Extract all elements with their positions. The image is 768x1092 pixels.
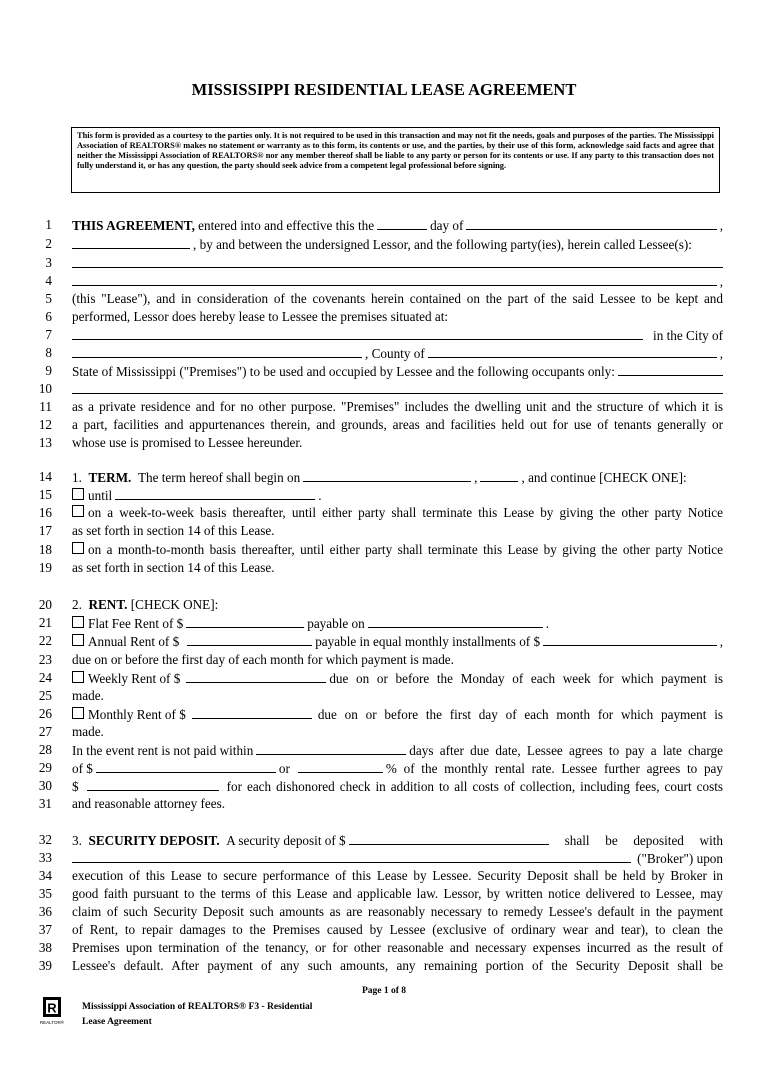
monthly-installment-field[interactable] [543, 633, 717, 646]
week-to-week-checkbox[interactable] [72, 505, 84, 517]
form-line-9: 9 State of Mississippi ("Premises") to be used and occupied by Lessee and the following occupants only: [0, 363, 768, 383]
form-line-26: 26 Monthly Rent of $ due on or before the first day of each month for which payment is [38, 706, 723, 722]
security-deposit-amount-field[interactable] [349, 832, 549, 845]
dishonored-check-fee-field[interactable] [87, 778, 219, 791]
form-line-15: 15 until . [38, 487, 322, 503]
form-line-36: 36 claim of such Security Deposit such amounts as are reasonably necessary to remedy Lessee's default in the payment [38, 904, 723, 919]
form-line-19: 19 as set forth in section 14 of this Lease. [38, 560, 275, 575]
term-heading: TERM. [88, 470, 132, 485]
form-line-13: 13 whose use is promised to Lessee hereunder. [38, 435, 303, 450]
security-deposit-heading: SECURITY DEPOSIT. [88, 833, 220, 848]
form-line-6: 6 performed, Lessor does hereby lease to Lessee the premises situated at: [45, 309, 449, 324]
form-line-27: 27 made. [38, 724, 104, 739]
monthly-rent-checkbox[interactable] [72, 707, 84, 719]
form-line-4: 4 , [45, 273, 723, 289]
lessee-name-field-2[interactable] [72, 273, 717, 286]
form-line-2: 2 , by and between the undersigned Lessor, and the following party(ies), herein called Lessee(s): [45, 236, 692, 252]
line-number: 1 [45, 217, 52, 232]
form-line-14: 14 1. TERM. The term hereof shall begin on , , and continue [CHECK ONE]: [38, 469, 687, 485]
form-line-16: 16 on a week-to-week basis thereafter, until either party shall terminate this Lease by giving the other party Notice [38, 505, 723, 520]
month-year-field[interactable] [466, 217, 716, 230]
form-line-32: 32 3. SECURITY DEPOSIT. A security deposit of $ shall be deposited with [38, 832, 723, 848]
form-line-3: 3 [0, 255, 768, 275]
flat-fee-date-field[interactable] [368, 615, 543, 628]
day-number-field[interactable] [377, 217, 427, 230]
late-charge-amount-field[interactable] [96, 760, 276, 773]
form-line-18: 18 on a month-to-month basis thereafter, until either party shall terminate this Lease by giving the other party Notice [38, 542, 723, 557]
form-line-7: 7 in the City of [45, 327, 723, 343]
monthly-rent-amount-field[interactable] [192, 706, 312, 719]
weekly-rent-checkbox[interactable] [72, 671, 84, 683]
disclaimer-box: This form is provided as a courtesy to the parties only. It is not required to be used in this transaction and may not fit the needs, goals and purposes of the parties. The Mississippi Association of REALTORS® makes no statement or warranty as to this form, its contents or use, and the parties, by their use of this form, acknowledge said facts and agree that neither the Mississippi Association of REALTORS® nor any member thereof shall be liable to any party or person for its contents or use. If any party to this transaction does not fully understand it, or has any question, the party should seek advice from a competent legal professional before signing. [71, 127, 720, 193]
footer-form-name: Mississippi Association of REALTORS® F3 - Residential Lease Agreement [82, 1002, 313, 1027]
form-line-33: 33 ("Broker") upon [38, 850, 723, 866]
form-line-10: 10 [0, 381, 768, 401]
form-line-11: 11 as a private residence and for no other purpose. "Premises" includes the dwelling unit and the structure of which it is [39, 399, 723, 414]
rent-heading: RENT. [88, 597, 128, 612]
until-checkbox[interactable] [72, 488, 84, 500]
form-line-29: 29 of $ or % of the monthly rental rate. Lessee further agrees to pay [38, 760, 723, 776]
premises-address-field[interactable] [72, 327, 643, 340]
form-line-31: 31 and reasonable attorney fees. [38, 796, 226, 811]
form-line-34: 34 execution of this Lease to secure performance of this Lease by Lessee. Security Deposit shall be held by Broker in [38, 868, 723, 883]
agreement-heading: THIS AGREEMENT, [72, 218, 195, 233]
form-line-35: 35 good faith pursuant to the terms of this Lease and applicable law. Lessor, by written notice delivered to Lessee, may [38, 886, 723, 901]
annual-rent-checkbox[interactable] [72, 634, 84, 646]
occupants-field-2[interactable] [72, 381, 723, 394]
form-line-20: 20 2. RENT. [CHECK ONE]: [38, 597, 219, 612]
document-title: MISSISSIPPI RESIDENTIAL LEASE AGREEMENT [191, 80, 577, 99]
term-year-field[interactable] [480, 469, 518, 482]
form-line-30: 30 $ for each dishonored check in addition to all costs of collection, including fees, court costs [38, 778, 723, 794]
form-line-25: 25 made. [38, 688, 104, 703]
page-number: Page 1 of 8 [361, 986, 407, 996]
month-to-month-checkbox[interactable] [72, 542, 84, 554]
svg-text:R: R [47, 1000, 57, 1016]
form-line-23: 23 due on or before the first day of each month for which payment is made. [38, 652, 454, 667]
form-line-1: 1 THIS AGREEMENT, entered into and effective this the day of , [0, 217, 768, 237]
flat-fee-amount-field[interactable] [186, 615, 304, 628]
form-line-24: 24 Weekly Rent of $ due on or before the Monday of each week for which payment is [38, 670, 723, 686]
svg-text:REALTOR®: REALTOR® [40, 1020, 65, 1025]
lessee-name-field[interactable] [72, 255, 723, 268]
flat-fee-checkbox[interactable] [72, 616, 84, 628]
term-start-field[interactable] [303, 469, 471, 482]
form-line-21: 21 Flat Fee Rent of $ payable on . [38, 615, 550, 631]
form-line-5: 5 (this "Lease"), and in consideration of the covenants herein contained on the part of the said Lessee to be kept and [45, 291, 723, 306]
form-line-8: 8 , County of , [45, 345, 723, 361]
city-field[interactable] [72, 345, 362, 358]
form-line-37: 37 of Rent, to repair damages to the Premises caused by Lessee (exclusive of ordinary wear and tear), to clean the [38, 922, 723, 937]
weekly-rent-amount-field[interactable] [186, 670, 326, 683]
realtor-logo-icon [40, 996, 70, 1026]
late-charge-percent-field[interactable] [298, 760, 383, 773]
until-date-field[interactable] [115, 487, 315, 500]
form-line-38: 38 Premises upon termination of the tenancy, or for other reasonable and necessary expenses incurred as the result of [38, 940, 723, 955]
form-line-12: 12 a part, facilities and appurtenances therein, and grounds, areas and facilities held out for use of tenants generally or [38, 417, 723, 432]
form-line-22: 22 Annual Rent of $ payable in equal monthly installments of $ , [38, 633, 723, 649]
lessor-name-field[interactable] [72, 236, 190, 249]
form-line-28: 28 In the event rent is not paid within days after due date, Lessee agrees to pay a late charge [38, 742, 723, 758]
form-line-39: 39 Lessee's default. After payment of any such amounts, any remaining portion of the Security Deposit shall be [38, 958, 723, 973]
occupants-field[interactable] [618, 363, 723, 376]
late-days-field[interactable] [256, 742, 406, 755]
broker-name-field[interactable] [72, 850, 631, 863]
form-line-17: 17 as set forth in section 14 of this Lease. [38, 523, 275, 538]
annual-rent-amount-field[interactable] [187, 633, 312, 646]
county-field[interactable] [428, 345, 717, 358]
